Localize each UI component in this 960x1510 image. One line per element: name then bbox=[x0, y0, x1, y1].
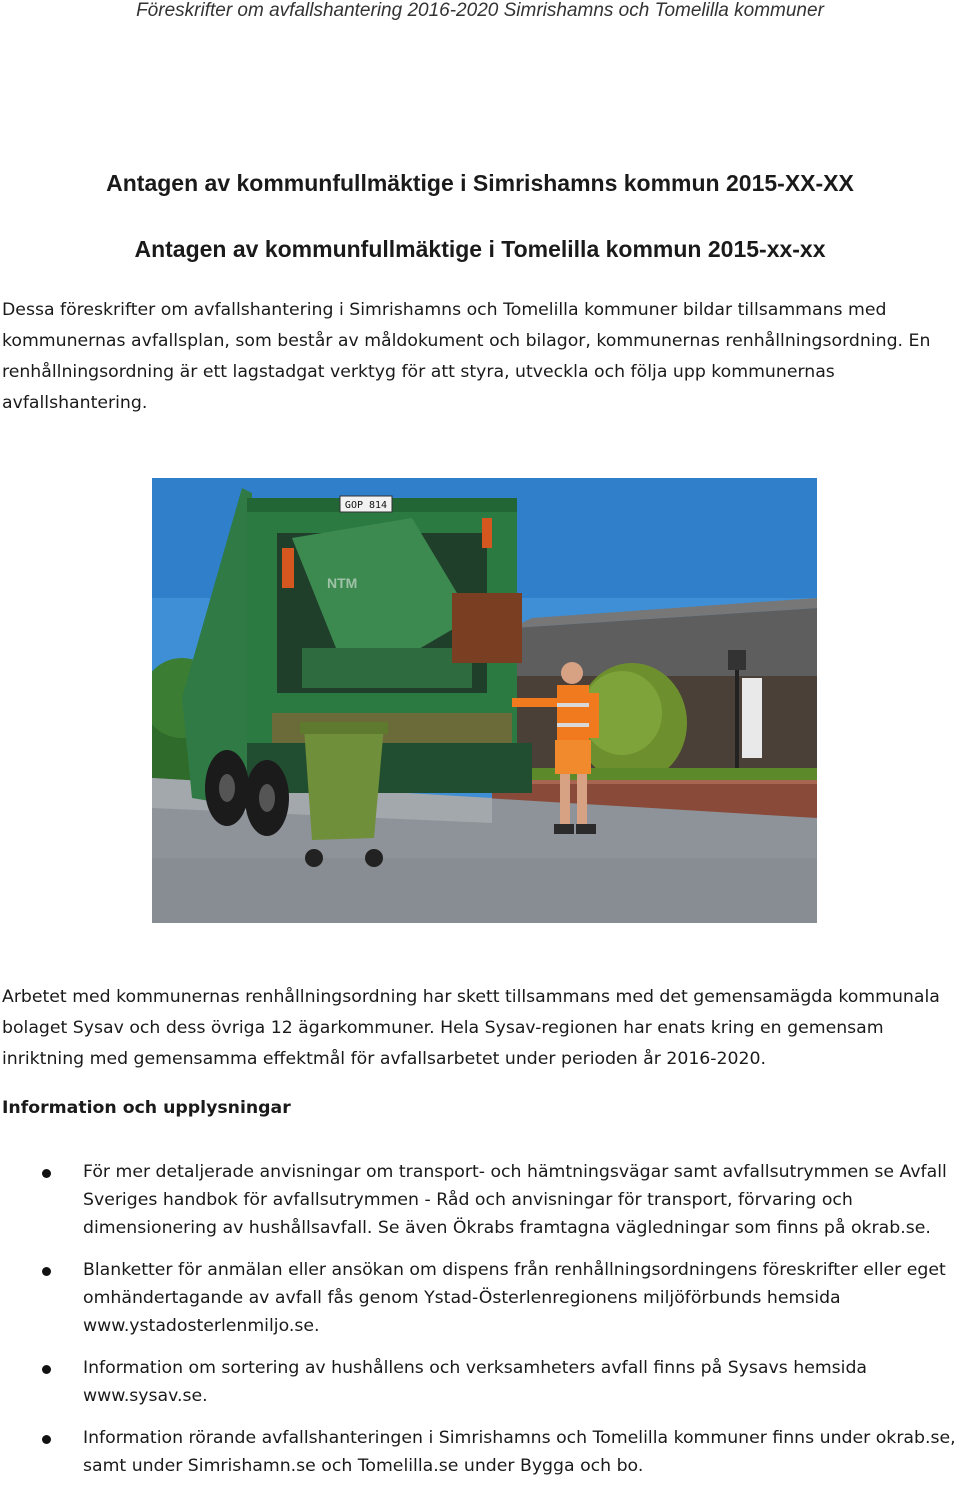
bullet-icon bbox=[42, 1435, 51, 1444]
list-item-text: Information rörande avfallshanteringen i Simrishamns och Tomelilla kommuner finns under okrab.se, samt under Simrishamn.se och Tomelilla.se under Bygga och bo. bbox=[83, 1428, 956, 1476]
list-item-text: För mer detaljerade anvisningar om transport- och hämtningsvägar samt avfallsutrymmen se Avfall Sveriges handbok för avfallsutrymmen - Råd och anvisningar för transport, förvaring och dimensionering av hushållsavfall. Se även Ökrabs framtagna vägledningar som finns på okrab.se. bbox=[83, 1162, 947, 1238]
info-section-title: Information och upplysningar bbox=[2, 1098, 291, 1118]
list-item-text: Blanketter för anmälan eller ansökan om dispens från renhållningsordningens föreskrifter eller eget omhändertagande av avfall fås genom Ystad-Österlenregionens miljöförbunds hemsida www.ystadosterlenmiljo.se. bbox=[83, 1260, 946, 1336]
garbage-truck-photo bbox=[152, 478, 817, 923]
bullet-icon bbox=[42, 1169, 51, 1178]
list-item bbox=[0, 1158, 960, 1242]
list-item bbox=[0, 1256, 960, 1340]
intro-paragraph: Dessa föreskrifter om avfallshantering i Simrishamns och Tomelilla kommuner bildar tillsammans med kommunernas avfallsplan, som består av måldokument och bilagor, kommunernas renhållningsordning. En renhållningsordning är ett lagstadgat verktyg för att styra, utveckla och följa upp kommunernas avfallshantering. bbox=[2, 300, 931, 413]
truck-plate: GOP 814 bbox=[344, 500, 388, 511]
bullet-icon bbox=[42, 1365, 51, 1374]
list-item bbox=[0, 1424, 960, 1480]
adoption-heading-tomelilla: Antagen av kommunfullmäktige i Tomelilla kommun 2015-xx-xx bbox=[134, 236, 826, 262]
bullet-icon bbox=[42, 1267, 51, 1276]
truck-logo: NTM bbox=[327, 575, 358, 591]
body-paragraph: Arbetet med kommunernas renhållningsordning har skett tillsammans med det gemensamägda kommunala bolaget Sysav och dess övriga 12 ägarkommuner. Hela Sysav-regionen har enats kring en gemensam inriktning med gemensamma effektmål för avfallsarbetet under perioden år 2016-2020. bbox=[2, 987, 940, 1069]
list-item-text: Information om sortering av hushållens och verksamheters avfall finns på Sysavs hemsida www.sysav.se. bbox=[83, 1358, 868, 1406]
list-item bbox=[0, 1354, 960, 1410]
info-list bbox=[0, 1158, 960, 1494]
running-header: Föreskrifter om avfallshantering 2016-2020 Simrishamns och Tomelilla kommuner bbox=[136, 0, 824, 21]
adoption-heading-simrishamn: Antagen av kommunfullmäktige i Simrishamns kommun 2015-XX-XX bbox=[106, 170, 854, 196]
